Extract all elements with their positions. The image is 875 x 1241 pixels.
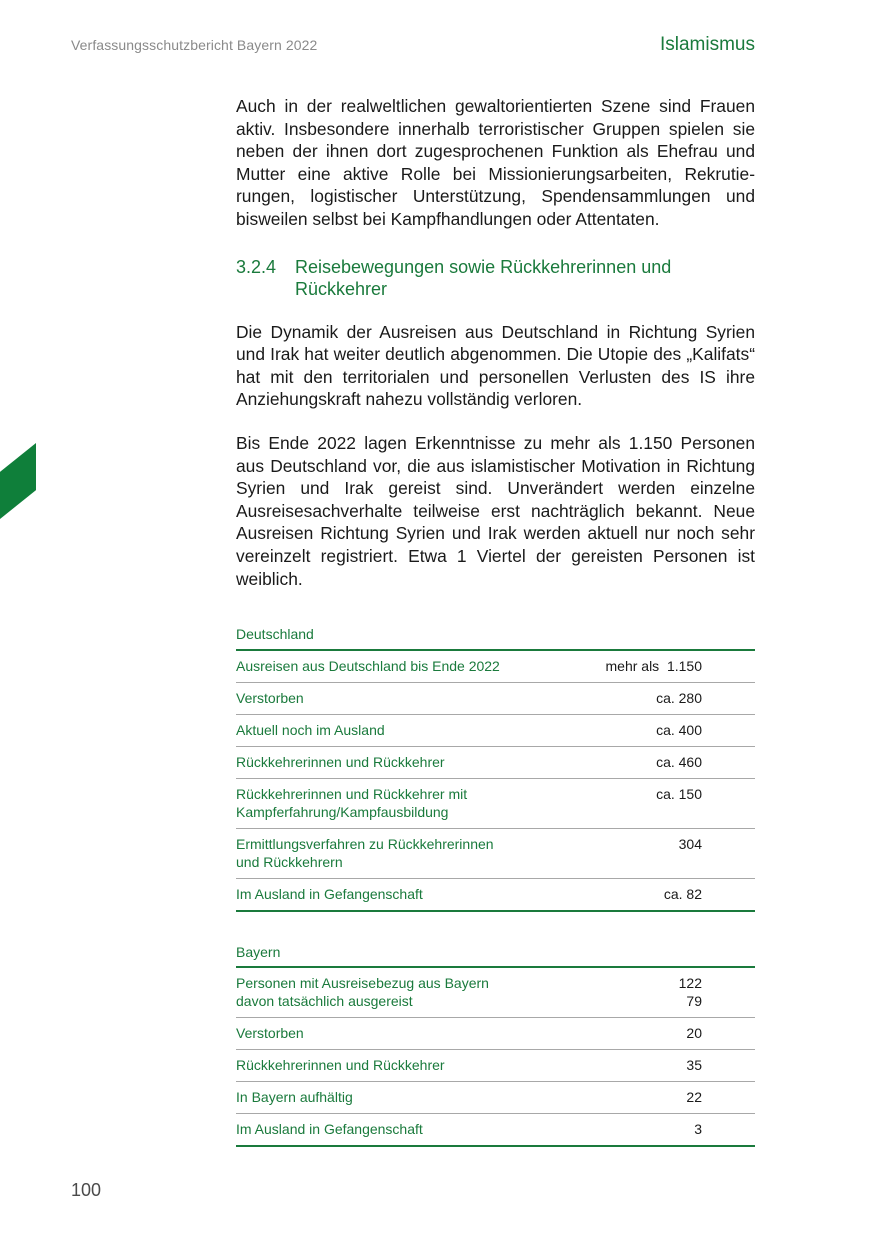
running-header-publication: Verfassungsschutzbericht Bayern 2022 <box>71 37 318 53</box>
row-value: 3 <box>576 1114 755 1147</box>
row-value: 35 <box>576 1050 755 1082</box>
row-label-line: Ermittlungsverfahren zu Rückkehrerinnen <box>236 836 494 853</box>
row-value: ca. 150 <box>576 779 755 829</box>
row-label-line: Rückkehrerinnen und Rückkehrer mit <box>236 786 468 803</box>
row-value: 22 <box>576 1082 755 1114</box>
row-label: In Bayern aufhältig <box>236 1082 576 1114</box>
row-label-line: davon tatsächlich ausgereist <box>236 993 413 1010</box>
table-row <box>236 1114 755 1147</box>
table-row <box>236 747 755 779</box>
table-row <box>236 1018 755 1050</box>
table-row <box>236 829 755 879</box>
row-value: 20 <box>576 1018 755 1050</box>
row-label <box>236 829 576 879</box>
row-value: mehr als 1.150 <box>576 650 755 683</box>
table-row <box>236 650 755 683</box>
main-content <box>236 95 755 1147</box>
table-row <box>236 879 755 912</box>
paragraph-3: Bis Ende 2022 lagen Erkenntnisse zu mehr als 1.150 Personen aus Deutschland vor, die aus islamistischer Motivation in Richtung Syrien und Irak gereist sind. Unverändert werden einzelne Ausreisesachverhalte teilweise erst nachträglich bekannt. Neue Ausreisen Richtung Syrien und Irak werden aktuell nur noch sehr vereinzelt registriert. Etwa 1 Viertel der gereisten Personen ist weiblich. <box>236 432 755 589</box>
row-label: Im Ausland in Gefangenschaft <box>236 879 576 912</box>
row-label: Verstorben <box>236 1018 576 1050</box>
table-row <box>236 715 755 747</box>
table-caption-bavaria: Bayern <box>236 944 281 961</box>
row-value <box>576 967 755 1018</box>
row-label: Aktuell noch im Ausland <box>236 715 576 747</box>
table-row <box>236 1050 755 1082</box>
running-header-section: Islamismus <box>659 34 755 55</box>
row-label-line: Kampferfahrung/Kampfausbildung <box>236 804 449 821</box>
table-caption-germany: Deutschland <box>236 626 314 643</box>
row-label: Rückkehrerinnen und Rückkehrer <box>236 747 576 779</box>
row-value-line: 79 <box>686 993 702 1010</box>
row-label <box>236 779 576 829</box>
table-row <box>236 1082 755 1114</box>
paragraph-1: Auch in der realweltlichen gewaltorientierten Szene sind Frauen aktiv. Insbesondere innerhalb terroristischer Gruppen spielen sie neben der ihnen dort zugesprochenen Funktion als Ehefrau und Mutter eine aktive Rolle bei Missionierungsarbeiten, Rekrutierungen, logistischer Unterstützung, Spendensammlungen und bisweilen selbst bei Kampfhandlungen oder Attentaten. <box>236 96 755 229</box>
row-label <box>236 967 576 1018</box>
row-value: ca. 400 <box>576 715 755 747</box>
row-value-line: 122 <box>678 975 702 992</box>
table-row <box>236 967 755 1018</box>
table-germany <box>236 649 755 912</box>
row-label-line: und Rückkehrern <box>236 854 343 871</box>
row-value: ca. 460 <box>576 747 755 779</box>
table-row <box>236 683 755 715</box>
row-label-line: Personen mit Ausreisebezug aus Bayern <box>236 975 489 992</box>
section-heading <box>236 256 755 300</box>
table-row <box>236 779 755 829</box>
row-label: Verstorben <box>236 683 576 715</box>
page-number: 100 <box>71 1180 102 1200</box>
section-title: Reisebewegungen sowie Rückkehrerinnen und Rückkehrer <box>295 256 672 299</box>
row-label: Ausreisen aus Deutschland bis Ende 2022 <box>236 650 576 683</box>
paragraph-2: Die Dynamik der Ausreisen aus Deutschland in Richtung Syrien und Irak hat weiter deutlich abgenommen. Die Utopie des „Kalifats“ hat mit den territorialen und personellen Verlusten des IS ihre Anziehungskraft nahezu vollständig verloren. <box>236 321 755 410</box>
section-number: 3.2.4 <box>236 256 277 277</box>
row-value: ca. 82 <box>576 879 755 912</box>
row-value: ca. 280 <box>576 683 755 715</box>
row-value: 304 <box>576 829 755 879</box>
row-label: Im Ausland in Gefangenschaft <box>236 1114 576 1147</box>
table-bavaria <box>236 966 755 1147</box>
section-marker <box>0 443 36 519</box>
row-label: Rückkehrerinnen und Rückkehrer <box>236 1050 576 1082</box>
